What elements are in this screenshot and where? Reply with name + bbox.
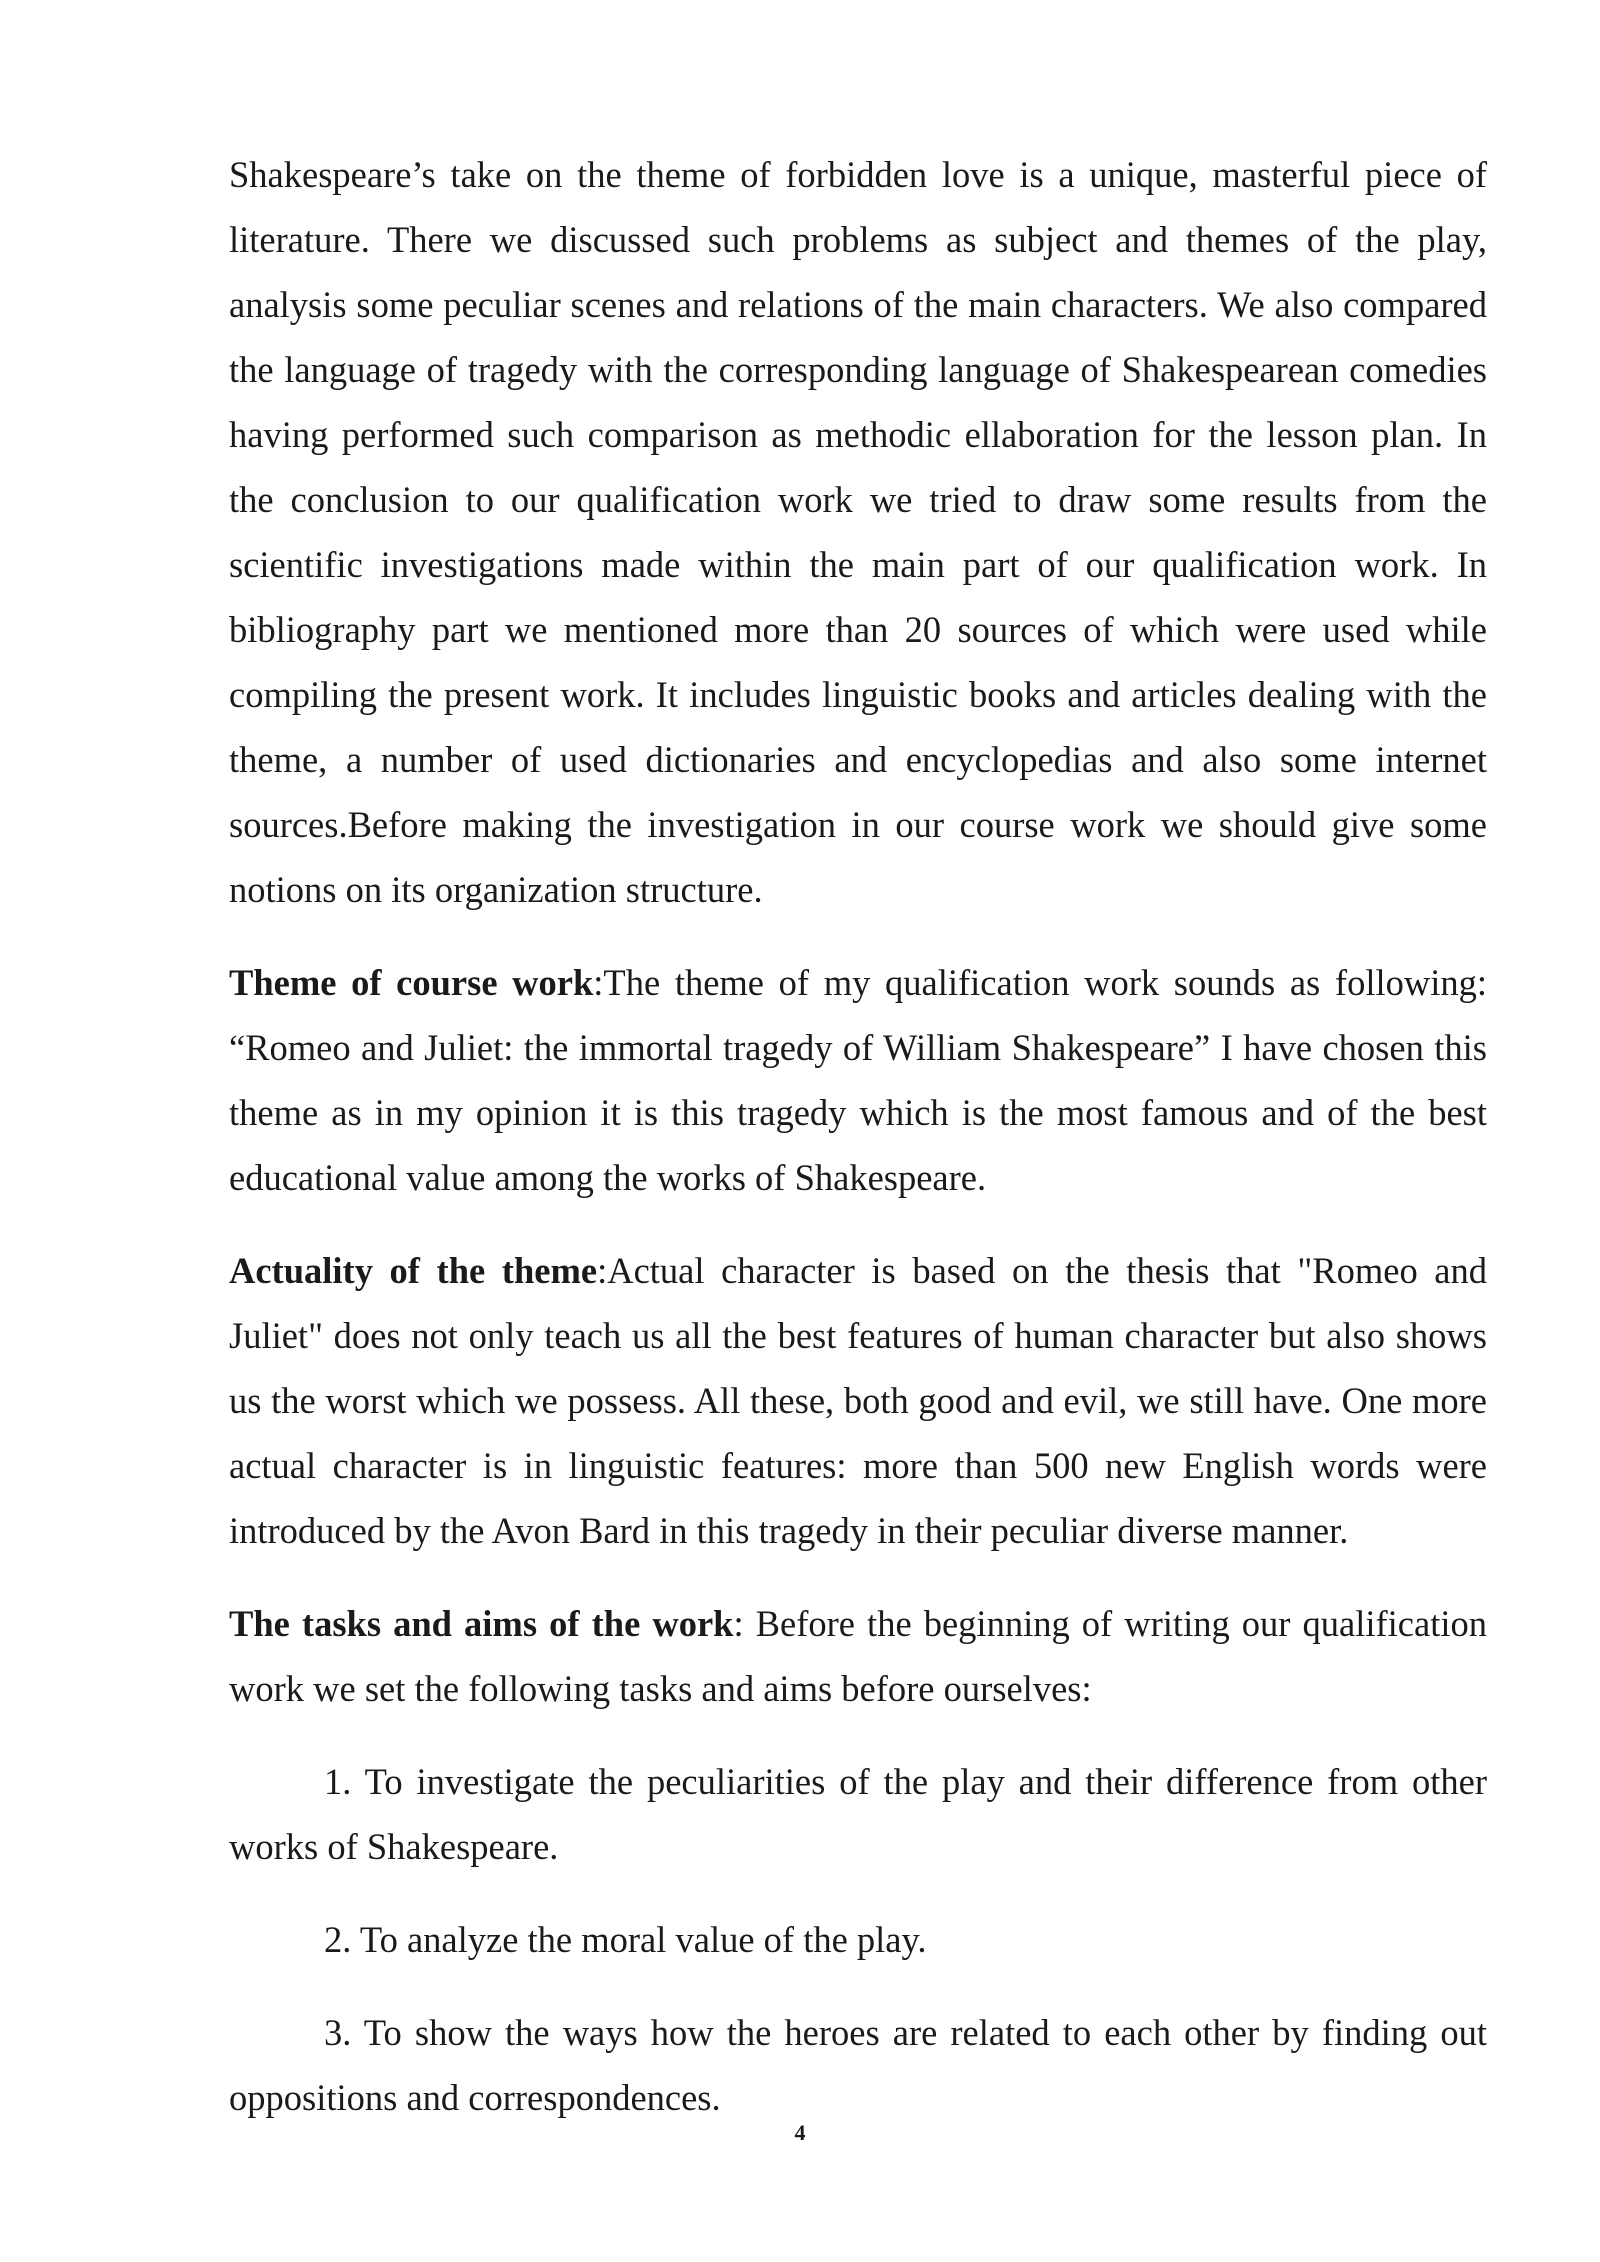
paragraph-intro — [229, 142, 1487, 922]
theme-text: :The theme of my qualification work sounds as following: “Romeo and Juliet: the immortal tragedy of William Shakespeare” I have chosen this theme as in my opinion it is this tragedy which is the most famous and of the best educational value among the works of Shakespeare. — [229, 962, 1487, 1198]
tasks-text: : Before the beginning of writing our qualification work we set the following tasks and aims before ourselves: — [229, 1603, 1487, 1709]
paragraph-theme — [229, 950, 1487, 1210]
actuality-heading: Actuality of the theme — [229, 1250, 598, 1291]
task-list-item-2: 2. To analyze the moral value of the play. — [324, 1919, 927, 1960]
page-body — [229, 142, 1487, 2130]
tasks-heading: The tasks and aims of the work — [229, 1603, 734, 1644]
paragraph-intro-text: Shakespeare’s take on the theme of forbidden love is a unique, masterful piece of literature. There we discussed such problems as subject and themes of the play, analysis some peculiar scenes and relations of the main characters. We also compared the language of tragedy with the corresponding language of Shakespearean comedies having performed such comparison as methodic ellaboration for the lesson plan. In the conclusion to our qualification work we tried to draw some results from the scientific investigations made within the main part of our qualification work. In bibliography part we mentioned more than 20 sources of which were used while compiling the present work. It includes linguistic books and articles dealing with the theme, a number of used dictionaries and encyclopedias and also some internet sources.Before making the investigation in our course work we should give some notions on its organization structure. — [229, 154, 1487, 910]
page-number: 4 — [794, 2120, 806, 2145]
paragraph-tasks — [229, 1591, 1487, 1721]
paragraph-actuality — [229, 1238, 1487, 1563]
theme-heading: Theme of course work — [229, 962, 594, 1003]
task-list-item-3: 3. To show the ways how the heroes are related to each other by finding out oppositions and correspondences. — [229, 2012, 1487, 2118]
task-list-item-1: 1. To investigate the peculiarities of the play and their difference from other works of Shakespeare. — [229, 1761, 1487, 1867]
actuality-text: :Actual character is based on the thesis that "Romeo and Juliet" does not only teach us all the best features of human character but also shows us the worst which we possess. All these, both good and evil, we still have. One more actual character is in linguistic features: more than 500 new English words were introduced by the Avon Bard in this tragedy in their peculiar diverse manner. — [229, 1250, 1487, 1551]
